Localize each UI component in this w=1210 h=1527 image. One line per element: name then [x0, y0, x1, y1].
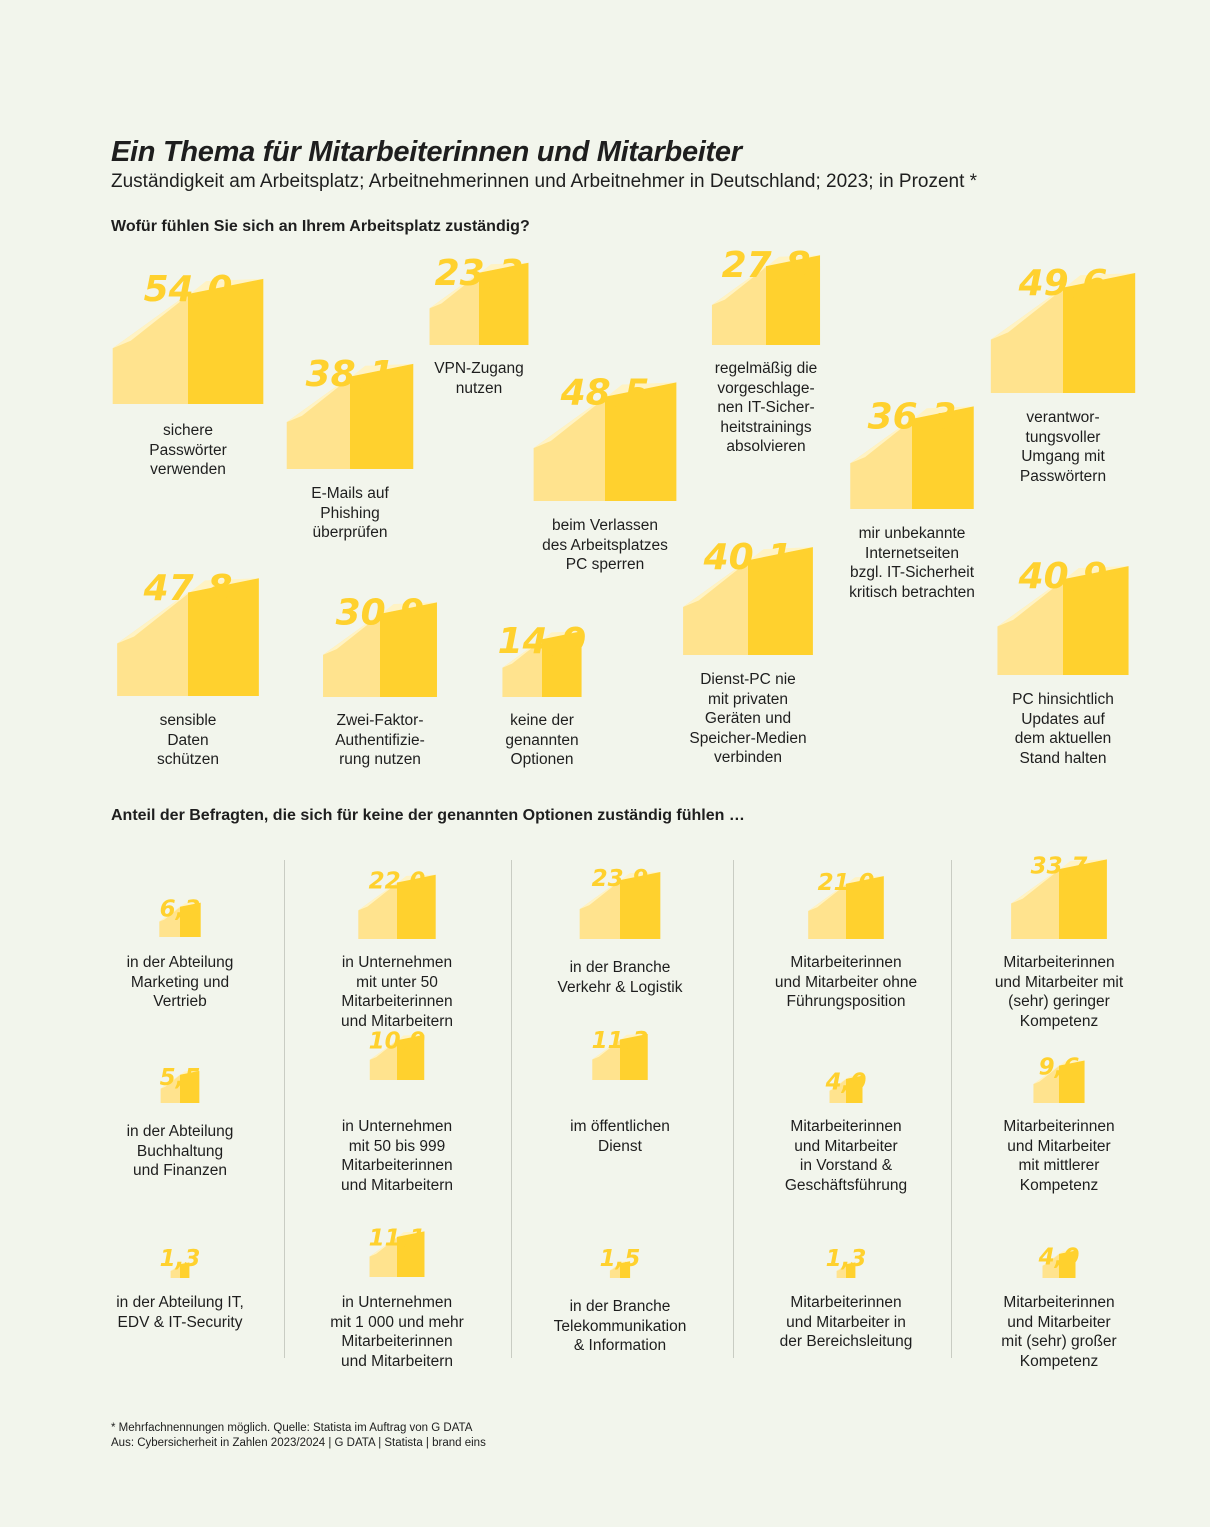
responsibility-item-5-label: mir unbekannte Internetseiten bzgl. IT-Sicherheit kritisch betrachten [849, 525, 975, 601]
section-heading-responsibility: Wofür fühlen Sie sich an Ihrem Arbeitsplatz zuständig? [111, 218, 530, 235]
responsibility-item-5-value-label: 36,3 [867, 396, 957, 438]
none-responsible-item-9-label: Mitarbeiterinnen und Mitarbeiter ohne Führungsposition [774, 954, 918, 1010]
footnote-source: * Mehrfachnennungen möglich. Quelle: Statista im Auftrag von G DATA [111, 1422, 473, 1434]
responsibility-item-4-value-label: 27,8 [721, 245, 811, 287]
none-responsible-item-4-label: in Unternehmen mit 50 bis 999 Mitarbeiterinnen und Mitarbeitern [340, 1118, 453, 1194]
none-responsible-item-9-value-label: 21,0 [817, 870, 875, 897]
none-responsible-item-13-label: Mitarbeiterinnen und Mitarbeiter mit mittlerer Kompetenz [1003, 1118, 1115, 1194]
none-responsible-item-12-bar-front [1011, 869, 1059, 939]
responsibility-item-4-label: regelmäßig die vorgeschlage- nen IT-Sicher- heitstrainings absolvieren [714, 360, 818, 455]
responsibility-item-8-value-label: 30,9 [335, 592, 425, 634]
none-responsible-item-8-label: in der Branche Telekommunikation & Information [553, 1298, 687, 1354]
none-responsible-item-10-value-label: 4,0 [825, 1069, 867, 1096]
responsibility-item-9-value-label: 14,9 [497, 621, 587, 662]
responsibility-item-0-label: sichere Passwörter verwenden [149, 422, 227, 478]
responsibility-item-8-label: Zwei-Faktor- Authentifizie- rung nutzen [335, 712, 425, 768]
responsibility-item-1-value-label: 38,1 [305, 353, 395, 395]
none-responsible-item-5-label: in Unternehmen mit 1 000 und mehr Mitarbeiterinnen und Mitarbeitern [330, 1294, 464, 1370]
responsibility-item-10-value-label: 40,1 [703, 537, 793, 579]
none-responsible-item-0-label: in der Abteilung Marketing und Vertrieb [126, 954, 234, 1010]
none-responsible-item-6-value-label: 23,9 [591, 865, 649, 892]
footnote-publication: Aus: Cybersicherheit in Zahlen 2023/2024 | G DATA | Statista | brand eins [111, 1437, 486, 1449]
none-responsible-item-13-value-label: 9,6 [1038, 1054, 1080, 1081]
chart-subtitle: Zuständigkeit am Arbeitsplatz; Arbeitnehmerinnen und Arbeitnehmer in Deutschland; 2023; in Prozent * [111, 171, 978, 192]
responsibility-item-6-label: verantwor- tungsvoller Umgang mit Passwörtern [1019, 409, 1107, 485]
none-responsible-item-8-value-label: 1,5 [599, 1246, 641, 1272]
none-responsible-item-14-label: Mitarbeiterinnen und Mitarbeiter mit (sehr) großer Kompetenz [1001, 1294, 1117, 1370]
none-responsible-item-7-label: im öffentlichen Dienst [570, 1118, 670, 1155]
responsibility-item-7-value-label: 47,8 [143, 568, 233, 610]
none-responsible-item-10-label: Mitarbeiterinnen und Mitarbeiter in Vorstand & Geschäftsführung [784, 1118, 908, 1194]
none-responsible-item-0-value-label: 6,3 [159, 896, 201, 923]
responsibility-item-3-value-label: 48,5 [560, 372, 650, 414]
responsibility-item-7-label: sensible Daten schützen [156, 712, 220, 768]
none-responsible-item-2-label: in der Abteilung IT, EDV & IT-Security [116, 1294, 244, 1331]
none-responsible-item-7-value-label: 11,3 [591, 1027, 649, 1054]
none-responsible-item-11-label: Mitarbeiterinnen und Mitarbeiter in der Bereichsleitung [779, 1294, 913, 1350]
none-responsible-item-2-value-label: 1,3 [159, 1246, 201, 1272]
responsibility-item-2-label: VPN-Zugang nutzen [434, 360, 524, 397]
responsibility-item-0-value-label: 54,0 [143, 268, 233, 310]
none-responsible-item-11-value-label: 1,3 [825, 1246, 867, 1272]
none-responsible-item-3-value-label: 22,0 [368, 868, 426, 895]
responsibility-item-11-value-label: 40,9 [1018, 556, 1108, 598]
none-responsible-item-1-value-label: 5,5 [159, 1064, 201, 1091]
responsibility-item-1-label: E-Mails auf Phishing überprüfen [311, 485, 389, 541]
responsibility-item-2-value-label: 23,3 [434, 252, 524, 294]
responsibility-item-0-bar-front [113, 294, 188, 404]
none-responsible-item-12-value-label: 33,7 [1030, 853, 1088, 880]
section-heading-none-responsible: Anteil der Befragten, die sich für keine der genannten Optionen zuständig fühlen … [111, 807, 745, 824]
none-responsible-item-14-value-label: 4,0 [1038, 1244, 1080, 1271]
none-responsible-item-3-label: in Unternehmen mit unter 50 Mitarbeiterinnen und Mitarbeitern [340, 954, 453, 1030]
responsibility-item-10-label: Dienst-PC nie mit privaten Geräten und Speicher-Medien verbinden [689, 671, 807, 766]
none-responsible-item-5-value-label: 11,1 [368, 1225, 426, 1252]
responsibility-item-11-label: PC hinsichtlich Updates auf dem aktuellen Stand halten [1012, 691, 1114, 767]
none-responsible-item-4-value-label: 10,9 [368, 1028, 426, 1055]
none-responsible-item-1-label: in der Abteilung Buchhaltung und Finanzen [126, 1123, 234, 1179]
none-responsible-item-12-label: Mitarbeiterinnen und Mitarbeiter mit (sehr) geringer Kompetenz [994, 954, 1124, 1030]
chart-title: Ein Thema für Mitarbeiterinnen und Mitarbeiter [111, 136, 742, 168]
responsibility-item-9-label: keine der genannten Optionen [505, 712, 579, 768]
none-responsible-item-6-label: in der Branche Verkehr & Logistik [557, 959, 683, 996]
responsibility-item-3-label: beim Verlassen des Arbeitsplatzes PC sperren [542, 517, 668, 573]
responsibility-item-6-value-label: 49,6 [1018, 263, 1108, 305]
